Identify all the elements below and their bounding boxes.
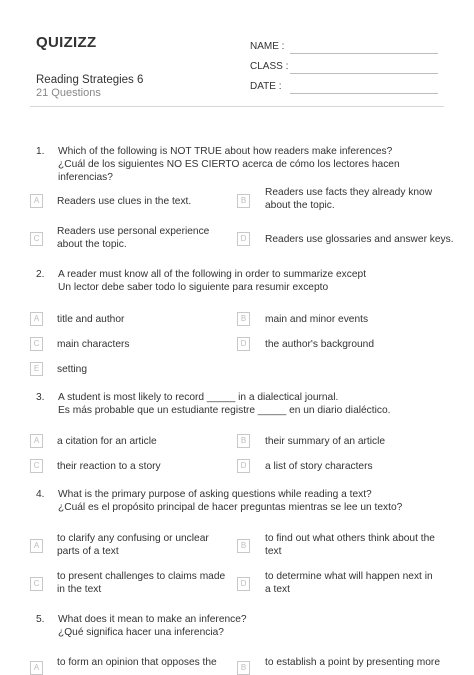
option-text: to establish a point by presenting more bbox=[265, 657, 440, 668]
option-letter-box: D bbox=[237, 337, 250, 351]
date-label: DATE : bbox=[250, 81, 282, 92]
option-letter-box: D bbox=[237, 232, 250, 246]
option-letter-box: A bbox=[30, 434, 43, 448]
option-letter-box: A bbox=[30, 194, 43, 208]
option-letter-box: B bbox=[237, 312, 250, 326]
option-text: to find out what others think about the text bbox=[265, 533, 435, 557]
option-letter-box: C bbox=[30, 459, 43, 473]
option-text: a citation for an article bbox=[57, 436, 157, 447]
worksheet-title: Reading Strategies 6 bbox=[36, 74, 144, 86]
option-letter-box: D bbox=[237, 577, 250, 591]
option-letter-box: D bbox=[237, 459, 250, 473]
option-letter-box: B bbox=[237, 661, 250, 675]
option-text: setting bbox=[57, 364, 88, 375]
class-field[interactable] bbox=[290, 73, 438, 74]
question-number: 3. bbox=[36, 392, 45, 403]
question-text-en: A student is most likely to record _____ in a dialectical journal. bbox=[58, 392, 339, 403]
question-text-en: What does it mean to make an inference? bbox=[58, 614, 247, 625]
option-letter-box: B bbox=[237, 539, 250, 553]
option-text: Readers use facts they already know about the topic. bbox=[265, 187, 433, 211]
question-text-en: Which of the following is NOT TRUE about how readers make inferences? bbox=[58, 146, 393, 157]
option-letter-box: A bbox=[30, 312, 43, 326]
option-letter-box: B bbox=[237, 434, 250, 448]
question-text-en: A reader must know all of the following in order to summarize except bbox=[58, 269, 367, 280]
option-text: a list of story characters bbox=[265, 461, 373, 472]
header-divider bbox=[30, 106, 444, 107]
question-number: 4. bbox=[36, 489, 45, 500]
option-text: to form an opinion that opposes the bbox=[57, 657, 217, 668]
option-letter-box: A bbox=[30, 661, 43, 675]
question-number: 1. bbox=[36, 146, 45, 157]
option-text: title and author bbox=[57, 314, 125, 325]
option-letter-box: E bbox=[30, 362, 43, 376]
option-letter-box: C bbox=[30, 577, 43, 591]
option-letter-box: C bbox=[30, 337, 43, 351]
option-text: to present challenges to claims made in the text bbox=[57, 571, 226, 595]
option-letter-box: A bbox=[30, 539, 43, 553]
option-text: Readers use clues in the text. bbox=[57, 196, 192, 207]
option-text: their summary of an article bbox=[265, 436, 386, 447]
question-text-es: Un lector debe saber todo lo siguiente para resumir excepto bbox=[58, 282, 329, 293]
quizizz-logo: QUIZIZZ bbox=[36, 34, 97, 51]
class-label: CLASS : bbox=[250, 61, 289, 72]
question-number: 5. bbox=[36, 614, 45, 625]
option-text: the author's background bbox=[265, 339, 374, 350]
question-number: 2. bbox=[36, 269, 45, 280]
option-text: Readers use personal experience about the topic. bbox=[57, 226, 210, 250]
question-text-es: Es más probable que un estudiante registre _____ en un diario dialéctico. bbox=[58, 405, 391, 416]
option-text: Readers use glossaries and answer keys. bbox=[265, 234, 454, 245]
option-text: main characters bbox=[57, 339, 130, 350]
option-text: their reaction to a story bbox=[57, 461, 161, 472]
option-letter-box: C bbox=[30, 232, 43, 246]
date-field[interactable] bbox=[290, 93, 438, 94]
option-text: to determine what will happen next in a text bbox=[265, 571, 433, 595]
question-text-es: ¿Cuál de los siguientes NO ES CIERTO acerca de cómo los lectores hacen inferencias? bbox=[58, 159, 400, 183]
question-text-en: What is the primary purpose of asking questions while reading a text? bbox=[58, 489, 372, 500]
option-text: main and minor events bbox=[265, 314, 369, 325]
question-text-es: ¿Qué significa hacer una inferencia? bbox=[58, 627, 224, 638]
name-field[interactable] bbox=[290, 53, 438, 54]
option-letter-box: B bbox=[237, 194, 250, 208]
question-count: 21 Questions bbox=[36, 87, 101, 99]
name-label: NAME : bbox=[250, 41, 285, 52]
question-text-es: ¿Cuál es el propósito principal de hacer preguntas mientras se lee un texto? bbox=[58, 502, 403, 513]
option-text: to clarify any confusing or unclear parts of a text bbox=[57, 533, 209, 557]
